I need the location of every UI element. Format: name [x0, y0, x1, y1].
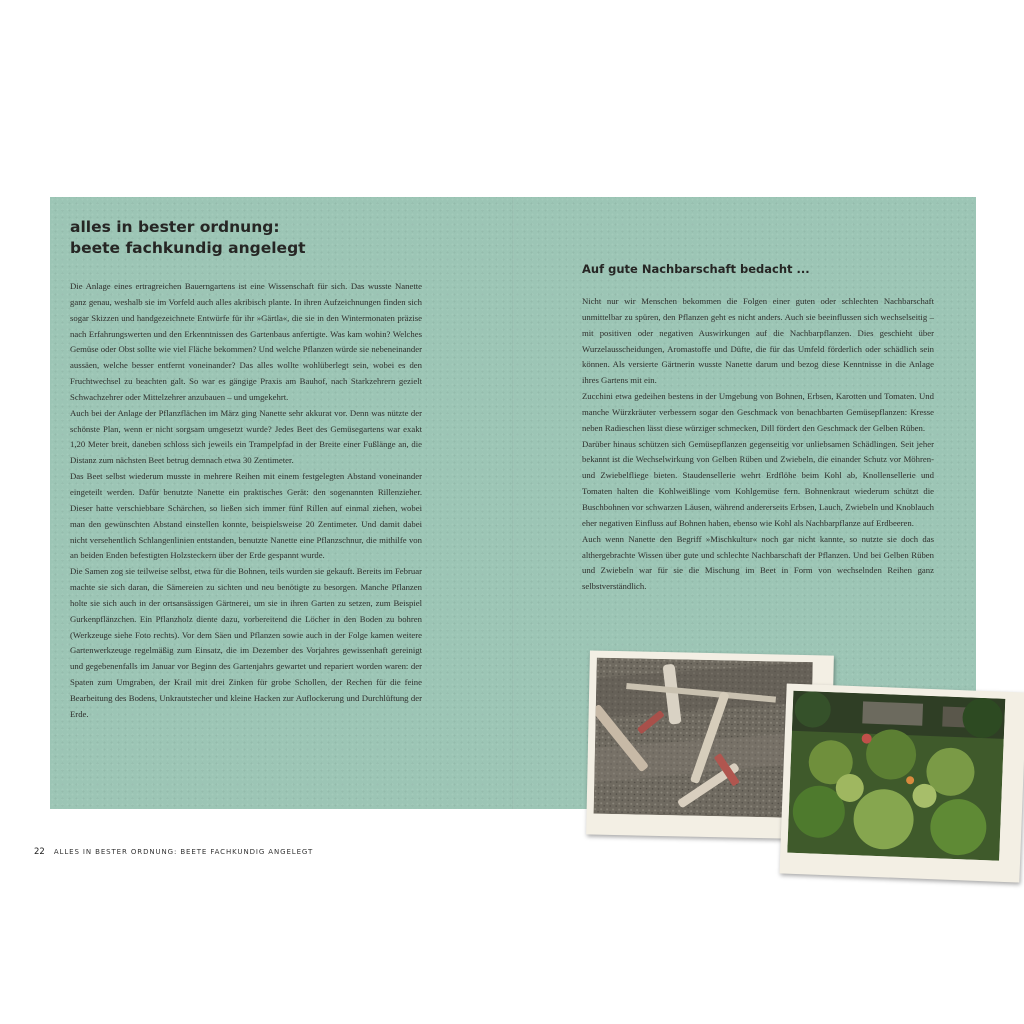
body-paragraph: Zucchini etwa gedeihen bestens in der Umgebung von Bohnen, Erbsen, Karotten und Tomaten. Und manche Würzkräuter verbessern sogar den Geschmack von benachbarten Gemüsepflanzen: Kresse neben Radieschen lässt diese würziger schmecken, Dill fördert den Geschmack der Gelben Rüben.: [582, 391, 934, 433]
running-title: ALLES IN BESTER ORDNUNG: BEETE FACHKUNDIG ANGELEGT: [53, 848, 314, 856]
vegetable-garden-photo: [779, 683, 1024, 882]
garden-tools-image: [594, 658, 813, 818]
body-paragraph: Die Samen zog sie teilweise selbst, etwa für die Bohnen, teils wurden sie gekauft. Bereits im Februar machte sie sich daran, die Sämereien zu sichten und neu benötigte zu besorgen. Manche Pflanzen holte sie sich auch in der ortsansässigen Gärtnerei, um sie in ihren Garten zu setzen, zum Beispiel Gurkenpflänzchen. Ein Pflanzholz diente dazu, vorbereitend die Löcher in den Boden zu bohren (Werkzeuge siehe Foto rechts). Vor dem Säen und Pflanzen sowie auch in der Folge kamen weitere Gartenwerkzeuge regelmäßig zum Einsatz, die im Dezember des Vorjahres gewissenhaft gereinigt und gegebenenfalls im Januar vor Beginn des Gartenjahrs gewartet und repariert worden waren: der Spaten zum Umgraben, der Krail mit drei Zinken für grobe Schollen, der Rechen für die feine Bearbeitung des Bodens, Unkrautstecher und kleine Hacken zur Auflockerung und Durchlüftung der Erde.: [70, 566, 422, 719]
chapter-heading-line-1: alles in bester ordnung:: [70, 218, 280, 236]
book-gutter: [512, 197, 514, 809]
vegetable-garden-image: [787, 691, 1005, 861]
body-paragraph: Nicht nur wir Menschen bekommen die Folgen einer guten oder schlechten Nachbarschaft unmittelbar zu spüren, den Pflanzen geht es nicht anders. Auch sie beeinflussen sich wechselseitig – mit positiven oder negativen Auswirkungen auf die Nachbarpflanzen. Dies geschieht über Wurzelausscheidungen, Aromastoffe und Düfte, die für das Umfeld förderlich oder schädlich sein können. Als versierte Gärtnerin wusste Nanette darum und bezog diese Kenntnisse in die Anlage ihres Gartens mit ein.: [582, 296, 934, 386]
chapter-heading-line-2: beete fachkundig angelegt: [70, 239, 306, 257]
body-paragraph: Auch wenn Nanette den Begriff »Mischkultur« noch gar nicht kannte, so nutzte sie doch das althergebrachte Wissen über gute und schlechte Nachbarschaft der Pflanzen. Und bei Gelben Rüben und Zwiebeln war für sie die Mischung im Beet in Form von wechselnden Reihen ganz selbstverständlich.: [582, 533, 934, 592]
chapter-heading: [70, 217, 306, 259]
page-number: 22: [34, 847, 45, 857]
body-paragraph: Das Beet selbst wiederum musste in mehrere Reihen mit einem festgelegten Abstand voneinander eingeteilt werden. Dafür benutzte Nanette ein praktisches Gerät: den sogenannten Rillenzieher. Dieser hatte verschiebbare Schärchen, so ließen sich immer fünf Rillen auf einmal ziehen, wobei man den gewünschten Abstand einstellen konnte, beispielsweise 20 Zentimeter. Und damit dabei nicht versehentlich Schlangenlinien entstanden, benutzte Nanette eine Pflanzschnur, die mithilfe von an beiden Enden befestigten Holzsteckern über der Erde gespannt wurde.: [70, 471, 422, 561]
section-subheading: Auf gute Nachbarschaft bedacht ...: [582, 262, 810, 276]
body-paragraph: Die Anlage eines ertragreichen Bauerngartens ist eine Wissenschaft für sich. Das wusste Nanette ganz genau, weshalb sie im Vorfeld auch alles akribisch plante. In ihren Aufzeichnungen finden sich sogar Skizzen und handgezeichnete Entwürfe für ihr »Gärtla«, die sie in den Wintermonaten präzise nach Erfahrungswerten und den Erkenntnissen des Gartenbaus anfertigte. Was kam wohin? Welches Gemüse oder Obst sollte wie viel Fläche bekommen? Und welche Pflanzen würde sie nebeneinander aussäen, welche besser entfernt voneinander? Das alles wollte wohlüberlegt sein, wobei es den Fruchtwechsel zu beachten galt. So war es gängige Praxis am Bauhof, nach Starkzehrern gezielt Schwachzehrer oder Mittelzehrer anzubauen – und umgekehrt.: [70, 281, 422, 402]
body-paragraph: Darüber hinaus schützen sich Gemüsepflanzen gegenseitig vor unliebsamen Schädlingen. Seit jeher bekannt ist die Wechselwirkung von Gelben Rüben und Zwiebeln, die einander Schutz vor Möhren- und Zwiebelfliege bieten. Staudensellerie wehrt Erdflöhe beim Kohl ab, Knollensellerie und Tomaten halten die Kohlweißlinge vom Kohlgemüse fern. Bohnenkraut wiederum schützt die Buschbohnen vor schwarzen Läusen, während andererseits Erbsen, Lauch, Zwiebeln und Knoblauch eher negativen Einfluss auf Bohnen haben, ebenso wie Kohl als Nachbarpflanze auf Erdbeeren.: [582, 438, 934, 528]
left-text-column: [70, 279, 422, 723]
right-text-column: [582, 294, 934, 595]
page-footer: [34, 847, 313, 857]
body-paragraph: Auch bei der Anlage der Pflanzflächen im März ging Nanette sehr akkurat vor. Denn was nützte der schönste Plan, wenn er nicht sorgsam umgesetzt wurde? Jedes Beet des Gemüsegartens war exakt 1,20 Meter breit, daneben schloss sich jeweils ein Trampelpfad in der Breite einer Fußlänge an, die Distanz zum nächsten Beet betrug demnach etwa 30 Zentimeter.: [70, 407, 422, 466]
